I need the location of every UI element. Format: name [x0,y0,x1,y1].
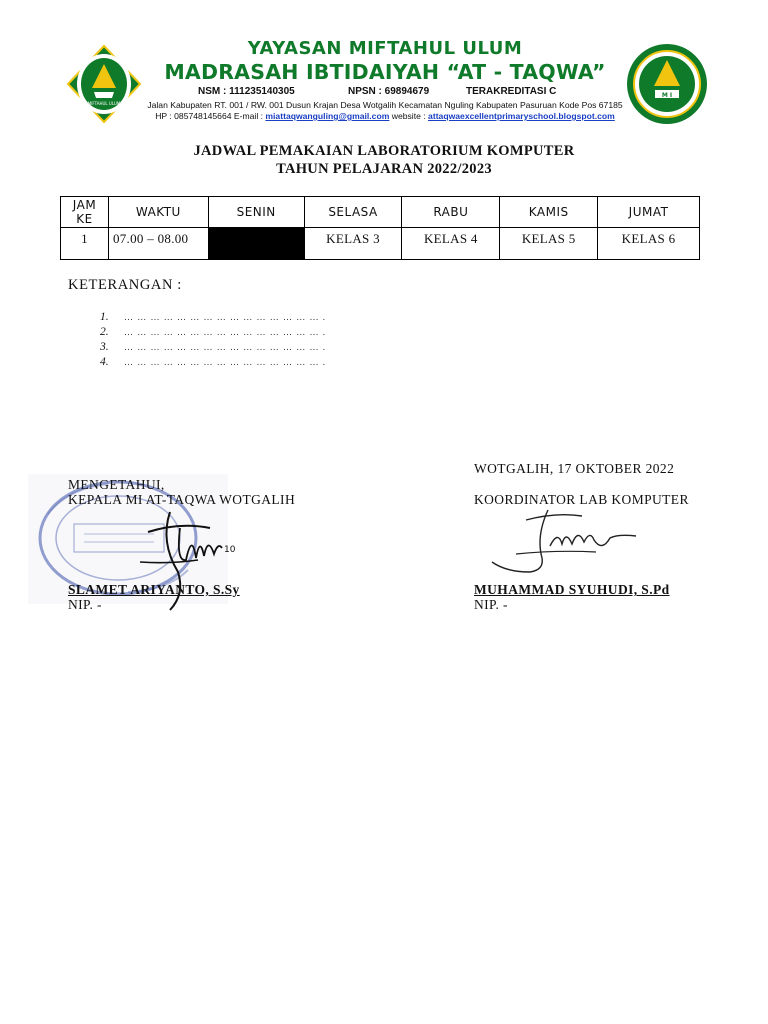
col-senin: SENIN [208,197,304,228]
cell-kamis: KELAS 5 [500,228,598,260]
accreditation: TERAKREDITASI C [466,86,557,97]
cell-waktu: 07.00 – 08.00 [108,228,208,260]
cell-jam: 1 [61,228,109,260]
note-text: … … … … … … … … … … … … … … … . [124,342,326,352]
school-contact [138,111,632,121]
cell-selasa: KELAS 3 [304,228,402,260]
coordinator-nip: NIP. - [474,597,508,612]
school-name: MADRASAH IBTIDAIYAH “AT - TAQWA” [164,60,606,84]
col-jumat: JUMAT [598,197,700,228]
place-date: WOTGALIH, 17 OKTOBER 2022 [474,461,675,476]
note-number: 3. [100,341,109,353]
coordinator-role: KOORDINATOR LAB KOMPUTER [474,492,689,507]
npsn: NPSN : 69894679 [348,86,430,97]
table-row [61,228,700,260]
school-logo [626,42,708,126]
notes-heading: KETERANGAN : [68,277,182,293]
note-number: 2. [100,326,109,338]
note-text: … … … … … … … … … … … … … … … . [124,312,326,322]
notes-list [100,311,326,371]
list-item [100,326,326,341]
svg-text:M I: M I [661,92,673,99]
email-link[interactable]: miattaqwanguling@gmail.com [265,111,390,121]
headmaster-nip: NIP. - [68,597,102,612]
website-label: website : [389,111,429,121]
schedule-table [60,196,700,260]
coordinator-signature [486,506,646,576]
col-kamis: KAMIS [500,197,598,228]
document-title: JADWAL PEMAKAIAN LABORATORIUM KOMPUTER [193,143,575,159]
list-item [100,311,326,326]
cell-senin-redacted [208,228,304,260]
note-number: 4. [100,356,109,368]
note-number: 1. [100,311,109,323]
academic-year: TAHUN PELAJARAN 2022/2023 [276,161,492,177]
headmaster-role: KEPALA MI AT-TAQWA WOTGALIH [68,492,296,507]
col-selasa: SELASA [304,197,402,228]
cell-jumat: KELAS 6 [598,228,700,260]
note-text: … … … … … … … … … … … … … … … . [124,357,326,367]
coordinator-name: MUHAMMAD SYUHUDI, S.Pd [474,582,670,597]
foundation-name: YAYASAN MIFTAHUL ULUM [247,38,523,59]
table-header-row [61,197,700,228]
school-address: Jalan Kabupaten RT. 001 / RW. 001 Dusun Krajan Desa Wotgalih Kecamatan Nguling Kabupaten Pasuruan Kode Pos 67185 [147,100,623,110]
col-rabu: RABU [402,197,500,228]
acknowledged-label: MENGETAHUI, [68,477,165,492]
phone-text: HP : 085748145664 E-mail : [155,111,266,121]
list-item [100,341,326,356]
svg-text:10: 10 [224,545,236,555]
website-link[interactable]: attaqwaexcellentprimaryschool.blogspot.com [428,111,615,121]
nsm: NSM : 111235140305 [198,86,295,97]
col-waktu: WAKTU [108,197,208,228]
col-jam-ke: JAM KE [61,197,109,228]
svg-text:MIFTAHUL ULUM: MIFTAHUL ULUM [87,101,121,106]
foundation-logo [66,44,142,124]
note-text: … … … … … … … … … … … … … … … . [124,327,326,337]
list-item [100,356,326,371]
headmaster-name: SLAMET ARIYANTO, S.Sy [68,582,240,597]
cell-rabu: KELAS 4 [402,228,500,260]
